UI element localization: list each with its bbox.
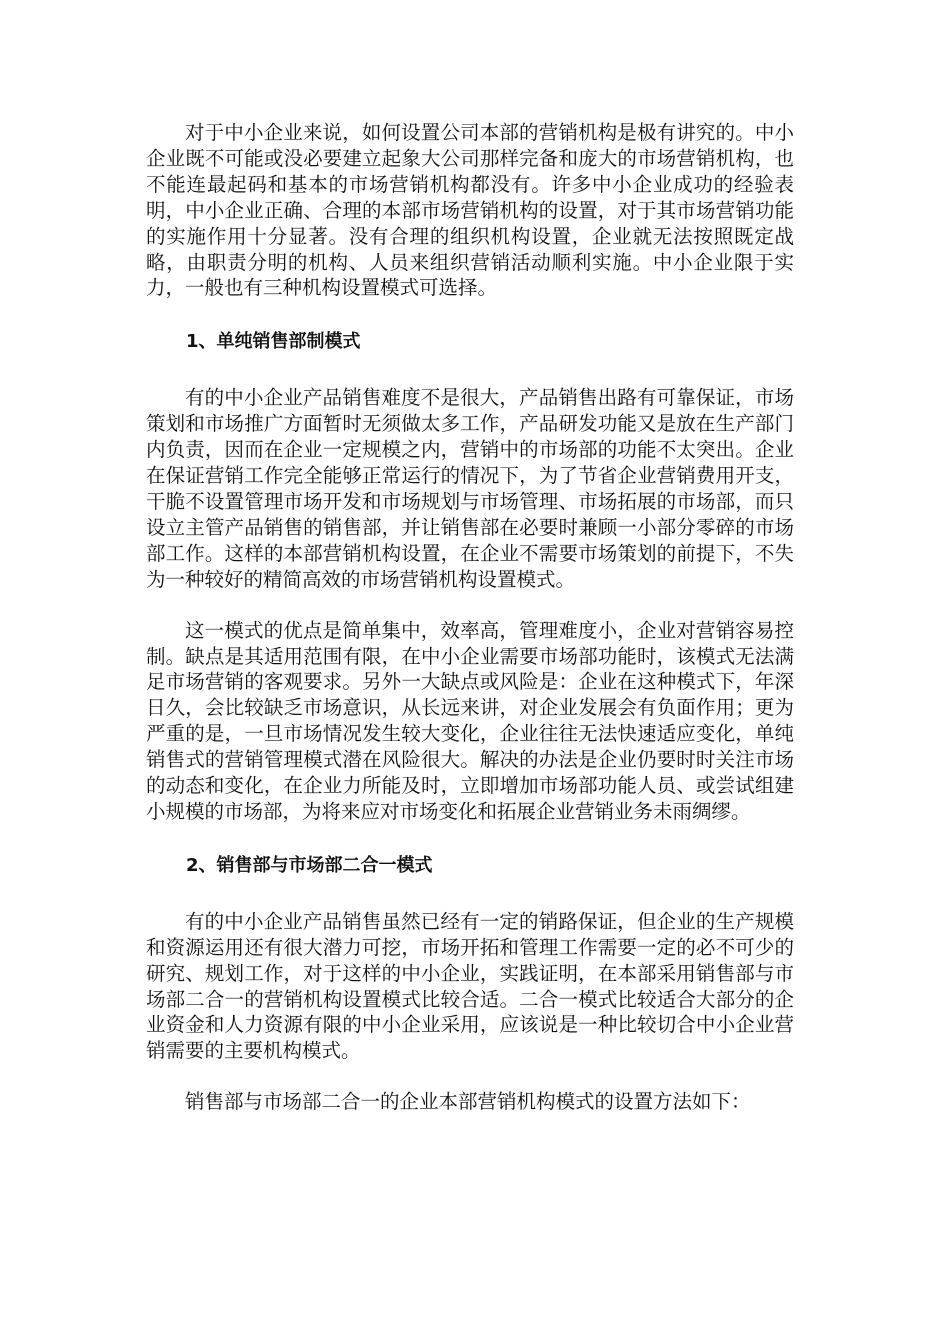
section-1-heading: 1、单纯销售部制模式 [186, 331, 361, 353]
section-1-paragraph-2: 这一模式的优点是简单集中，效率高，管理难度小，企业对营销容易控制。缺点是其适用范围有限，在中小企业需要市场部功能时，该模式无法满足市场营销的客观要求。另外一大缺点或风险是：企业在这种模式下，年深日久，会比较缺乏市场意识，从长远来讲，对企业发展会有负面作用；更为严重的是，一旦市场情况发生较大变化，企业往往无法快速适应变化，单纯销售式的营销管理模式潜在风险很大。解决的办法是企业仍要时时关注市场的动态和变化，在企业力所能及时，立即增加市场部功能人员、或尝试组建小规模的市场部，为将来应对市场变化和拓展企业营销业务未雨绸缪。 [146, 618, 794, 823]
section-2-paragraph-1: 有的中小企业产品销售虽然已经有一定的销路保证，但企业的生产规模和资源运用还有很大潜力可挖，市场开拓和管理工作需要一定的必不可少的研究、规划工作，对于这样的中小企业，实践证明，在本部采用销售部与市场部二合一的营销机构设置模式比较合适。二合一模式比较适合大部分的企业资金和人力资源有限的中小企业采用，应该说是一种比较切合中小企业营销需要的主要机构模式。 [146, 909, 794, 1063]
document-body [146, 120, 794, 1115]
section-1-paragraph-1: 有的中小企业产品销售难度不是很大，产品销售出路有可靠保证，市场策划和市场推广方面暂时无须做太多工作，产品研发功能又是放在生产部门内负责，因而在企业一定规模之内，营销中的市场部的功能不太突出。企业在保证营销工作完全能够正常运行的情况下，为了节省企业营销费用开支，干脆不设置管理市场开发和市场规划与市场管理、市场拓展的市场部，而只设立主管产品销售的销售部，并让销售部在必要时兼顾一小部分零碎的市场部工作。这样的本部营销机构设置，在企业不需要市场策划的前提下，不失为一种较好的精简高效的市场营销机构设置模式。 [146, 386, 794, 591]
section-2-paragraph-2: 销售部与市场部二合一的企业本部营销机构模式的设置方法如下： [185, 1090, 751, 1114]
intro-paragraph: 对于中小企业来说，如何设置公司本部的营销机构是极有讲究的。中小企业既不可能或没必要建立起象大公司那样完备和庞大的市场营销机构，也不能连最起码和基本的市场营销机构都没有。许多中小企业成功的经验表明，中小企业正确、合理的本部市场营销机构的设置，对于其市场营销功能的实施作用十分显著。没有合理的组织机构设置，企业就无法按照既定战略，由职责分明的机构、人员来组织营销活动顺利实施。中小企业限于实力，一般也有三种机构设置模式可选择。 [146, 121, 794, 300]
section-2-heading: 2、销售部与市场部二合一模式 [186, 854, 433, 876]
